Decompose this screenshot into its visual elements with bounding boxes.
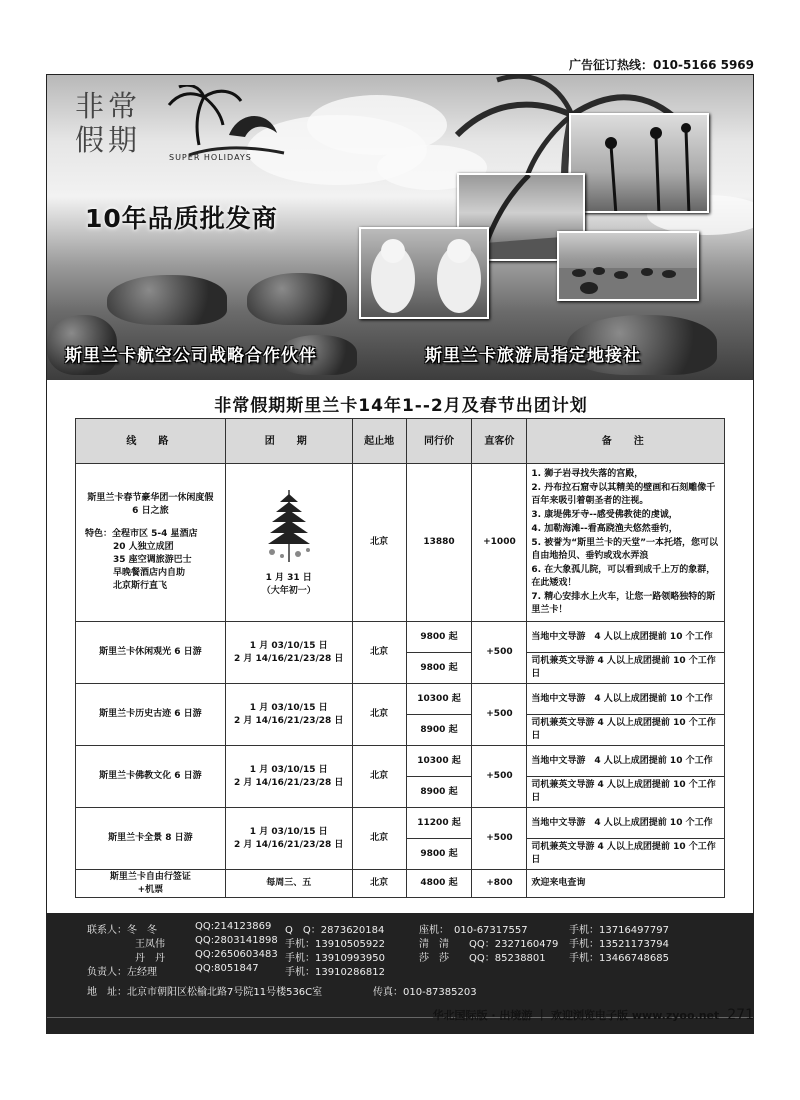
- contact-qq: QQ:2803141898: [195, 935, 278, 946]
- note-item: 4. 加勒海滩--看高跷渔夫悠然垂钓，: [531, 523, 678, 534]
- route-cell: 斯里兰卡休闲观光 6 日游: [76, 622, 226, 684]
- note-item: 7. 精心安排水上火车，让您一路领略独特的斯里兰卡！: [531, 591, 716, 615]
- note-item: 2. 丹布拉石窟寺以其精美的壁画和石刻雕像千百年来吸引着朝圣者的注视。: [531, 482, 716, 506]
- table-row: [76, 622, 725, 653]
- office-fax: 传真：010-87385203: [373, 987, 477, 998]
- contact-mobile: 手机：13716497797: [569, 925, 669, 936]
- table-row: [76, 746, 725, 777]
- group-date: 1 月 03/10/15 日: [249, 826, 328, 837]
- contact-qq: 莎 莎 QQ：85238801: [419, 953, 546, 964]
- contact-qq: QQ:214123869: [195, 921, 272, 932]
- group-date-note: （大年初一）: [261, 585, 316, 596]
- peer-price-cell: 9800 起: [406, 839, 472, 870]
- notes-cell: 司机兼英文导游 4 人以上成团提前 10 个工作日: [527, 839, 725, 870]
- manager-name: 负责人：左经理: [87, 967, 157, 978]
- direct-price-cell: +800: [472, 870, 527, 898]
- buddha-statues-photo: [359, 227, 489, 319]
- group-date: 1 月 31 日: [265, 572, 312, 583]
- itinerary-notes: [531, 468, 721, 617]
- contact-qq: Q Q：2873620184: [285, 925, 385, 936]
- col-header-notes: 备 注: [527, 419, 725, 464]
- hero-banner: [47, 75, 754, 380]
- city-cell: 北京: [352, 808, 406, 870]
- table-row: [76, 464, 725, 622]
- contact-name: 王凤伟: [135, 939, 165, 950]
- group-date: 2 月 14/16/21/23/28 日: [233, 715, 344, 726]
- contact-name: 丹 丹: [135, 953, 165, 964]
- col-header-peer-price: 同行价: [406, 419, 472, 464]
- contact-qq: 清 清 QQ：2327160479: [419, 939, 559, 950]
- spring-festival-tree-icon: [262, 488, 316, 566]
- note-item: 6. 在大象孤儿院，可以看到成千上万的象群，在此矮戏！: [531, 564, 716, 588]
- peer-price-cell: 10300 起: [406, 684, 472, 715]
- airline-partner-banner: 斯里兰卡航空公司战略合作伙伴: [65, 346, 317, 366]
- ad-hotline: 广告征订热线：010-5166 5969: [568, 58, 754, 72]
- elephant-herd-photo: [557, 231, 699, 301]
- group-date: 1 月 03/10/15 日: [249, 640, 328, 651]
- manager-qq: QQ:8051847: [195, 963, 259, 974]
- group-date: 1 月 03/10/15 日: [249, 764, 328, 775]
- slogan: 10年品质批发商: [85, 204, 278, 233]
- direct-price-cell: +500: [472, 684, 527, 746]
- col-header-direct-price: 直客价: [472, 419, 527, 464]
- route-cell: [76, 464, 226, 622]
- col-header-date: 团 期: [225, 419, 352, 464]
- peer-price-cell: 8900 起: [406, 715, 472, 746]
- note-item: 1. 狮子岩寻找失落的宫殿，: [531, 468, 644, 479]
- contact-landline: 座机： 010-67317557: [419, 925, 528, 936]
- route-cell: 斯里兰卡全景 8 日游: [76, 808, 226, 870]
- direct-price-cell: +1000: [472, 464, 527, 622]
- direct-price-cell: +500: [472, 746, 527, 808]
- page-footer: [433, 1007, 754, 1023]
- date-cell: [225, 808, 352, 870]
- city-cell: 北京: [352, 684, 406, 746]
- city-cell: 北京: [352, 870, 406, 898]
- brand-name-en: SUPER HOLIDAYS: [169, 153, 252, 162]
- direct-price-cell: +500: [472, 622, 527, 684]
- date-cell: 每周三、五: [225, 870, 352, 898]
- plan-title: 非常假期斯里兰卡14年1--2月及春节出团计划: [214, 396, 588, 416]
- notes-cell: 当地中文导游 4 人以上成团提前 10 个工作: [527, 746, 725, 777]
- date-cell: [225, 746, 352, 808]
- route-feature: 20 人独立成团: [113, 542, 174, 552]
- note-item: 3. 康堤佛牙寺--感受佛教徒的虔诚，: [531, 509, 678, 520]
- notes-cell: 司机兼英文导游 4 人以上成团提前 10 个工作日: [527, 653, 725, 684]
- route-cell: 斯里兰卡自由行签证+机票: [76, 870, 226, 898]
- direct-price-cell: +500: [472, 808, 527, 870]
- col-header-city: 起止地: [352, 419, 406, 464]
- notes-cell: 当地中文导游 4 人以上成团提前 10 个工作: [527, 684, 725, 715]
- contact-qq: QQ:2650603483: [195, 949, 278, 960]
- peer-price-cell: 13880: [406, 464, 472, 622]
- group-date: 1 月 03/10/15 日: [249, 702, 328, 713]
- page-number: 271: [727, 1007, 754, 1023]
- table-header-row: [76, 419, 725, 464]
- group-date: 2 月 14/16/21/23/28 日: [233, 777, 344, 788]
- group-date: 2 月 14/16/21/23/28 日: [233, 653, 344, 664]
- contact-mobile: 手机：13910993950: [285, 953, 385, 964]
- route-feature: 早晚餐酒店内自助: [113, 568, 186, 578]
- note-item: 5. 被誉为“斯里兰卡的天堂”一本托塔，您可以自由地拾贝、垂钓或戏水弄浪: [531, 537, 719, 561]
- stilt-fishermen-photo: [569, 113, 709, 213]
- table-row: [76, 808, 725, 839]
- peer-price-cell: 10300 起: [406, 746, 472, 777]
- contact-mobile: 手机：13466748685: [569, 953, 669, 964]
- contact-name: 联系人：冬 冬: [87, 925, 157, 936]
- notes-cell: 司机兼英文导游 4 人以上成团提前 10 个工作日: [527, 777, 725, 808]
- office-address: 地 址：北京市朝阳区松榆北路7号院11号楼536C室: [87, 987, 323, 998]
- route-cell: 斯里兰卡佛教文化 6 日游: [76, 746, 226, 808]
- peer-price-cell: 9800 起: [406, 653, 472, 684]
- brand-name-cn: 非常假期: [75, 89, 142, 157]
- table-row: [76, 684, 725, 715]
- notes-cell: [527, 464, 725, 622]
- route-feature: 特色：全程市区 5-4 星酒店: [85, 529, 198, 539]
- manager-mobile: 手机：13910286812: [285, 967, 385, 978]
- notes-cell: 当地中文导游 4 人以上成团提前 10 个工作: [527, 622, 725, 653]
- notes-cell: 司机兼英文导游 4 人以上成团提前 10 个工作日: [527, 715, 725, 746]
- notes-cell: 欢迎来电查询: [527, 870, 725, 898]
- footer-text: 华北国际版 · 出境游 ｜ 欢迎浏览电子版 www.zyoo.net: [432, 1009, 720, 1022]
- notes-cell: 当地中文导游 4 人以上成团提前 10 个工作: [527, 808, 725, 839]
- route-feature: 北京斯行直飞: [113, 581, 168, 591]
- city-cell: 北京: [352, 746, 406, 808]
- route-feature: 35 座空调旅游巴士: [113, 555, 192, 565]
- peer-price-cell: 4800 起: [406, 870, 472, 898]
- city-cell: 北京: [352, 622, 406, 684]
- table-row: [76, 870, 725, 898]
- date-cell: [225, 622, 352, 684]
- contact-mobile: 手机：13521173794: [569, 939, 669, 950]
- route-title: 斯里兰卡春节豪华团一休闲度假 6 日之旅: [87, 493, 214, 516]
- peer-price-cell: 8900 起: [406, 777, 472, 808]
- route-cell: 斯里兰卡历史古迹 6 日游: [76, 684, 226, 746]
- ad-frame: [46, 74, 754, 1034]
- col-header-route: 线 路: [76, 419, 226, 464]
- tourism-bureau-banner: 斯里兰卡旅游局指定地接社: [425, 346, 641, 366]
- group-date: 2 月 14/16/21/23/28 日: [233, 839, 344, 850]
- contact-mobile: 手机：13910505922: [285, 939, 385, 950]
- date-cell: [225, 684, 352, 746]
- route-table: [75, 418, 725, 898]
- peer-price-cell: 11200 起: [406, 808, 472, 839]
- peer-price-cell: 9800 起: [406, 622, 472, 653]
- city-cell: 北京: [352, 464, 406, 622]
- date-cell: [225, 464, 352, 622]
